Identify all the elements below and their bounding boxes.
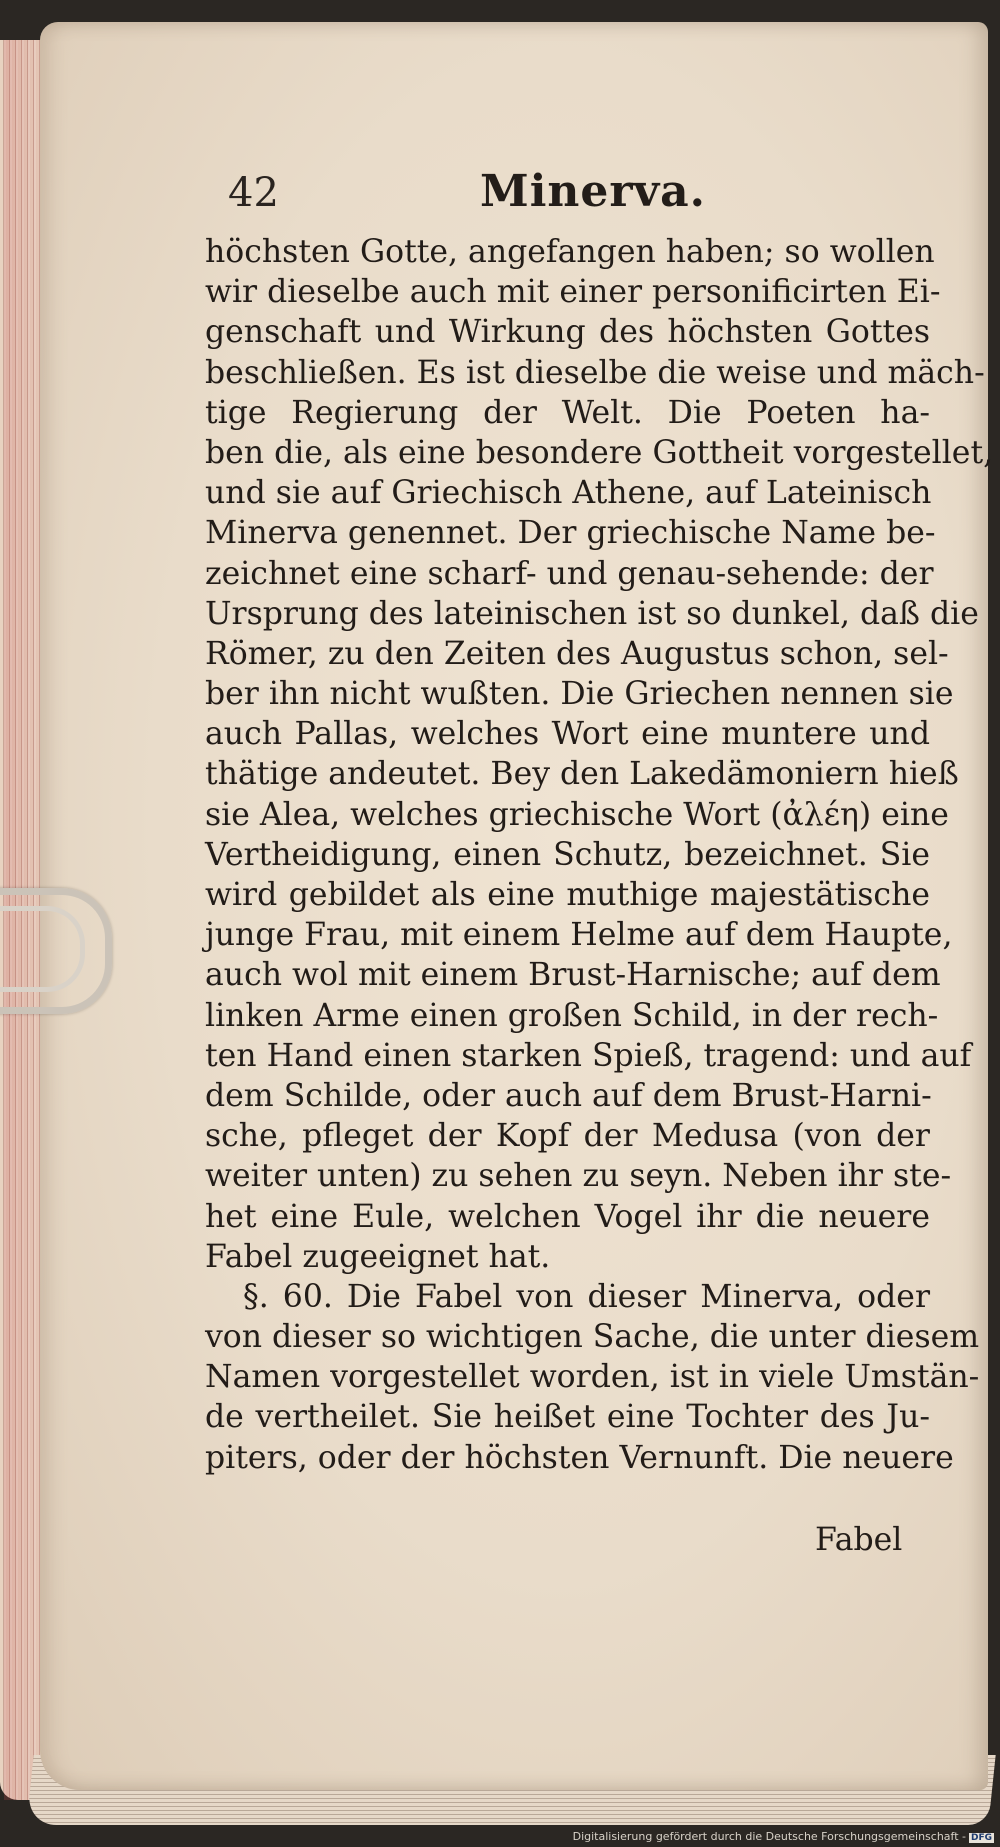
text-line: ben die, als eine besondere Gottheit vorgestellet, — [205, 434, 994, 471]
text-line: auch wol mit einem Brust-Harnische; auf dem — [205, 957, 941, 994]
text-line: Namen vorgestellet worden, ist in viele Umstän- — [205, 1359, 980, 1396]
running-title: Minerva. — [480, 166, 706, 217]
text-line: weiter unten) zu sehen zu seyn. Neben ihr ste- — [205, 1158, 952, 1195]
text-line: thätige andeutet. Bey den Lakedämoniern hieß — [205, 756, 959, 793]
text-line: auch Pallas, welches Wort eine muntere und — [205, 716, 930, 753]
text-line: dem Schilde, oder auch auf dem Brust-Harni- — [205, 1077, 932, 1114]
text-line: Minerva genennet. Der griechische Name be- — [205, 515, 936, 552]
text-line: piters, oder der höchsten Vernunft. Die neuere — [205, 1439, 954, 1476]
text-line: wir dieselbe auch mit einer personificirten Ei- — [205, 274, 941, 311]
digitization-credit — [573, 1830, 994, 1843]
text-line: ten Hand einen starken Spieß, tragend: und auf — [205, 1037, 972, 1074]
text-line: het eine Eule, welchen Vogel ihr die neuere — [205, 1198, 930, 1235]
text-line: sie Alea, welches griechische Wort (ἀλέη) eine — [205, 796, 949, 833]
dfg-logo: DFG — [970, 1833, 992, 1843]
text-line: und sie auf Griechisch Athene, auf Lateinisch — [205, 475, 932, 512]
text-line: von dieser so wichtigen Sache, die unter diesem — [205, 1319, 980, 1356]
text-line: de vertheilet. Sie heißet eine Tochter des Ju- — [205, 1399, 930, 1436]
text-line: junge Frau, mit einem Helme auf dem Haupte, — [205, 917, 953, 954]
text-line: Fabel zugeeignet hat. — [205, 1238, 551, 1275]
text-line: Vertheidigung, einen Schutz, bezeichnet. Sie — [205, 836, 930, 873]
text-line: sche, pfleget der Kopf der Medusa (von der — [205, 1118, 930, 1155]
section-start-line: §. 60. Die Fabel von dieser Minerva, oder — [243, 1278, 930, 1315]
text-line: Römer, zu den Zeiten des Augustus schon, sel- — [205, 635, 949, 672]
text-line: Ursprung des lateinischen ist so dunkel, daß die — [205, 595, 979, 632]
text-line: höchsten Gotte, angefangen haben; so wollen — [205, 234, 935, 270]
text-line: beschließen. Es ist dieselbe die weise und mäch- — [205, 354, 985, 391]
body-text — [205, 232, 994, 1478]
credit-text: Digitalisierung gefördert durch die Deutsche Forschungsgemeinschaft - — [572, 1830, 966, 1843]
paper-clip-inner — [0, 906, 85, 992]
text-line: wird gebildet als eine muthige majestätische — [205, 877, 930, 913]
text-line: ber ihn nicht wußten. Die Griechen nennen sie — [205, 676, 954, 713]
text-line: linken Arme einen großen Schild, in der rech- — [205, 997, 939, 1034]
page-number: 42 — [228, 170, 279, 216]
text-line: genschaft und Wirkung des höchsten Gottes — [205, 314, 930, 351]
text-line: tige Regierung der Welt. Die Poeten ha- — [205, 394, 930, 431]
text-line: zeichnet eine scharf- und genau-sehende: der — [205, 555, 934, 592]
catchword: Fabel — [815, 1522, 903, 1558]
